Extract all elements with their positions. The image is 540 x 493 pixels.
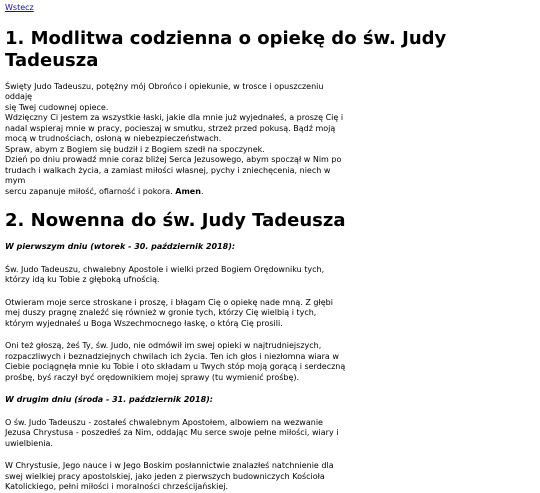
day-2-paragraph: W Chrystusie, Jego nauce i w Jego Boskim posłannictwie znalazłeś natchnienie dla swej wielkiej pracy apostolskiej, jako jeden z pierwszych budowniczych Kościoła Katolickiego, pełni miłości i moralności chrześcijańskiej. — [5, 461, 334, 491]
prayer-line: się Twej cudownej opiece. — [5, 102, 109, 112]
amen-word: Amen — [175, 186, 201, 196]
day-1-paragraph: Oni też głoszą, żeś Ty, św. Judo, nie odmówił im swej opieki w najtrudniejszych, rozpaczliwych i beznadziejnych chwilach ich życia. Ten ich głos i niezłomna wiara w Ciebie pociągnęła mnie ku Tobie i oto składam u Twych stóp moją gorącą i serdeczną prośbę, byś raczył być orędownikiem mojej sprawy (tu wymienić prośbę). — [5, 341, 346, 382]
prayer-line: mocą w trudnościach, osłoną w niebezpieczeństwach. — [5, 134, 222, 143]
daily-prayer-text — [5, 82, 347, 198]
prayer-line: Święty Judo Tadeuszu, potężny mój Obrońco i opiekunie, w trosce i opuszczeniu oddaję — [5, 81, 324, 101]
day-1-paragraph: Św. Judo Tadeuszu, chwalebny Apostole i wielki przed Bogiem Orędowniku tych, którzy idą ku Tobie z głęboką ufnością. — [5, 264, 325, 284]
novena-heading: 2. Nowenna do św. Judy Tadeusza — [5, 210, 346, 231]
prayer-line: Dzień po dniu prowadź mnie coraz bliżej Serca Jezusowego, abym spoczął w Nim po — [5, 155, 342, 164]
day-1-label: W pierwszym dniu (wtorek - 30. październik 2018): — [5, 242, 236, 251]
prayer-line: Spraw, abym z Bogiem się budził i z Bogiem szedł na spoczynek. — [5, 144, 265, 154]
prayer-heading: 1. Modlitwa codzienna o opiekę do św. Judy Tadeusza — [5, 27, 447, 71]
prayer-line: nadal wspieraj mnie w pracy, pocieszaj w smutku, strzeż przed pokusą. Bądź moją — [5, 123, 336, 133]
prayer-line-text: sercu zapanuje miłość, ofiarność i pokora. — [5, 186, 173, 196]
day-2-paragraph: O św. Judo Tadeuszu - zostałeś chwalebnym Apostołem, albowiem na wezwanie Jezusa Chrystusa - poszedłeś za Nim, oddając Mu serce swoje pełne miłości, wiary i uwielbienia. — [5, 417, 339, 448]
prayer-line: Wdzięczny Ci jestem za wszystkie łaski, jakie dla mnie już wyjednałeś, a proszę Cię i — [5, 113, 344, 122]
prayer-line: trudach i walkach życia, a zamiast miłości własnej, pychy i zniechęcenia, niech w mym — [5, 165, 331, 185]
back-link[interactable]: Wstecz — [5, 3, 34, 12]
prayer-last-line: sercu zapanuje miłość, ofiarność i pokora. Amen. — [5, 186, 204, 196]
day-1-paragraph: Otwieram moje serce stroskane i proszę, i błagam Cię o opiekę nade mną. Z głębi mej duszy pragnę znaleźć się również w gronie tych, którzy Cię wielbią i tych, którym wyjednałeś u Boga Wszechmocnego łaskę, o którą Cię prosili. — [5, 297, 333, 328]
day-2-label: W drugim dniu (środa - 31. październik 2018): — [5, 395, 213, 404]
